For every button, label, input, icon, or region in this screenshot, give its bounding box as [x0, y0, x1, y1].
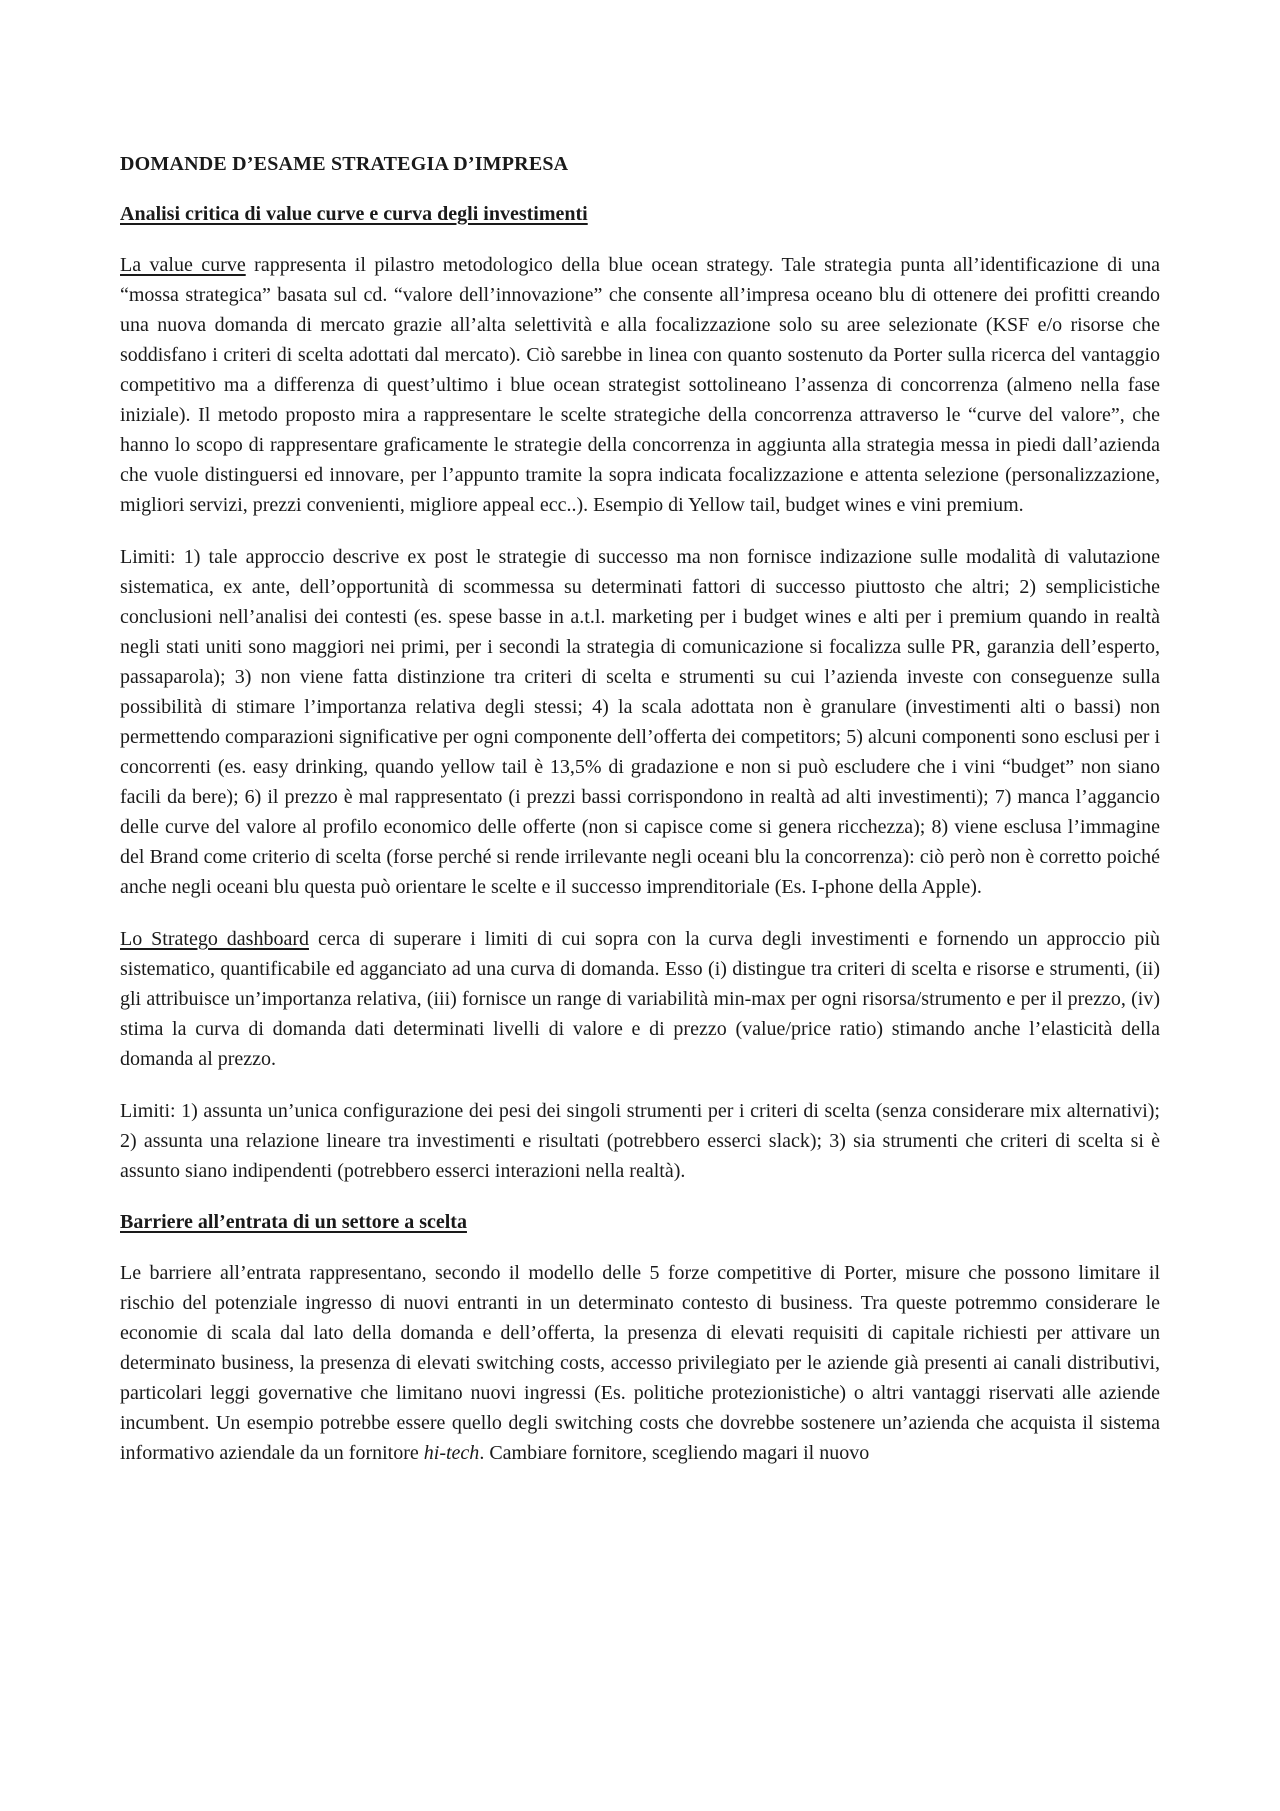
term-stratego-dashboard: Lo Stratego dashboard: [120, 928, 309, 950]
paragraph-barriers-tail: . Cambiare fornitore, scegliendo magari il nuovo: [479, 1442, 870, 1464]
paragraph-value-curve-text: rappresenta il pilastro metodologico della blue ocean strategy. Tale strategia punta all’identificazione di una “mossa strategica” basata sul cd. “valore dell’innovazione” che consente all’impresa oceano blu di ottenere dei profitti creando una nuova domanda di mercato grazie all’alta selettività e alla focalizzazione solo su aree selezionate (KSF e/o risorse che soddisfano i criteri di scelta adottati dal mercato). Ciò sarebbe in linea con quanto sostenuto da Porter sulla ricerca del vantaggio competitivo ma a differenza di quest’ultimo i blue ocean strategist sottolineano l’assenza di concorrenza (almeno nella fase iniziale). Il metodo proposto mira a rappresentare le scelte strategiche della concorrenza attraverso le “curve del valore”, che hanno lo scopo di rappresentare graficamente le strategie della concorrenza in aggiunta alla strategia messa in piedi dall’azienda che vuole distinguersi ed innovare, per l’appunto tramite la sopra indicata focalizzazione e attenta selezione (personalizzazione, migliori servizi, prezzi convenienti, migliore appeal ecc..). Esempio di Yellow tail, budget wines e vini premium.: [120, 254, 1160, 516]
document-title: DOMANDE D’ESAME STRATEGIA D’IMPRESA: [120, 153, 569, 175]
paragraph-stratego-dashboard: [120, 924, 1160, 1074]
section-heading-value-curve: Analisi critica di value curve e curva degli investimenti: [120, 203, 588, 225]
paragraph-barriers: [120, 1258, 1160, 1468]
paragraph-value-curve: [120, 250, 1160, 520]
paragraph-stratego-dashboard-text: cerca di superare i limiti di cui sopra con la curva degli investimenti e fornendo un approccio più sistematico, quantificabile ed agganciato ad una curva di domanda. Esso (i) distingue tra criteri di scelta e risorse e strumenti, (ii) gli attribuisce un’importanza relativa, (iii) fornisce un range di variabilità min-max per ogni risorsa/strumento e per il prezzo, (iv) stima la curva di domanda dati determinati livelli di valore e di prezzo (value/price ratio) stimando anche l’elasticità della domanda al prezzo.: [120, 928, 1160, 1070]
term-hi-tech: hi-tech: [423, 1442, 480, 1464]
section-heading-barriers: Barriere all’entrata di un settore a scelta: [120, 1211, 467, 1233]
term-value-curve: La value curve: [120, 254, 246, 276]
paragraph-limits-stratego: Limiti: 1) assunta un’unica configurazione dei pesi dei singoli strumenti per i criteri di scelta (senza considerare mix alternativi); 2) assunta una relazione lineare tra investimenti e risultati (potrebbero esserci slack); 3) sia strumenti che criteri di scelta si è assunto siano indipendenti (potrebbero esserci interazioni nella realtà).: [120, 1100, 1160, 1182]
document-page: [120, 150, 1160, 1490]
paragraph-barriers-text: Le barriere all’entrata rappresentano, secondo il modello delle 5 forze competitive di Porter, misure che possono limitare il rischio del potenziale ingresso di nuovi entranti in un determinato contesto di business. Tra queste potremmo considerare le economie di scala dal lato della domanda e dell’offerta, la presenza di elevati requisiti di capitale richiesti per attivare un determinato business, la presenza di elevati switching costs, accesso privilegiato per le aziende già presenti ai canali distributivi, particolari leggi governative che limitano nuovi ingressi (Es. politiche protezionistiche) o altri vantaggi riservati alle aziende incumbent. Un esempio potrebbe essere quello degli switching costs che dovrebbe sostenere un’azienda che acquista il sistema informativo aziendale da un fornitore: [120, 1262, 1160, 1464]
paragraph-limits-value-curve: Limiti: 1) tale approccio descrive ex post le strategie di successo ma non fornisce indizazione sulle modalità di valutazione sistematica, ex ante, dell’opportunità di scommessa su determinati fattori di successo piuttosto che altri; 2) semplicistiche conclusioni nell’analisi dei contesti (es. spese basse in a.t.l. marketing per i budget wines e alti per i premium quando in realtà negli stati uniti sono maggiori nei primi, per i secondi la strategia di comunicazione si focalizza sulle PR, garanzia dell’esperto, passaparola); 3) non viene fatta distinzione tra criteri di scelta e strumenti su cui l’azienda investe con conseguenze sulla possibilità di stimare l’importanza relativa degli stessi; 4) la scala adottata non è granulare (investimenti alti o bassi) non permettendo comparazioni significative per ogni componente dell’offerta dei competitors; 5) alcuni componenti sono esclusi per i concorrenti (es. easy drinking, quando yellow tail è 13,5% di gradazione e non si può escludere che i vini “budget” non siano facili da bere); 6) il prezzo è mal rappresentato (i prezzi bassi corrispondono in realtà ad alti investimenti); 7) manca l’aggancio delle curve del valore al profilo economico delle offerte (non si capisce come si genera ricchezza); 8) viene esclusa l’immagine del Brand come criterio di scelta (forse perché si rende irrilevante negli oceani blu la concorrenza): ciò però non è corretto poiché anche negli oceani blu questa può orientare le scelte e il successo imprenditoriale (Es. I-phone della Apple).: [120, 546, 1160, 898]
